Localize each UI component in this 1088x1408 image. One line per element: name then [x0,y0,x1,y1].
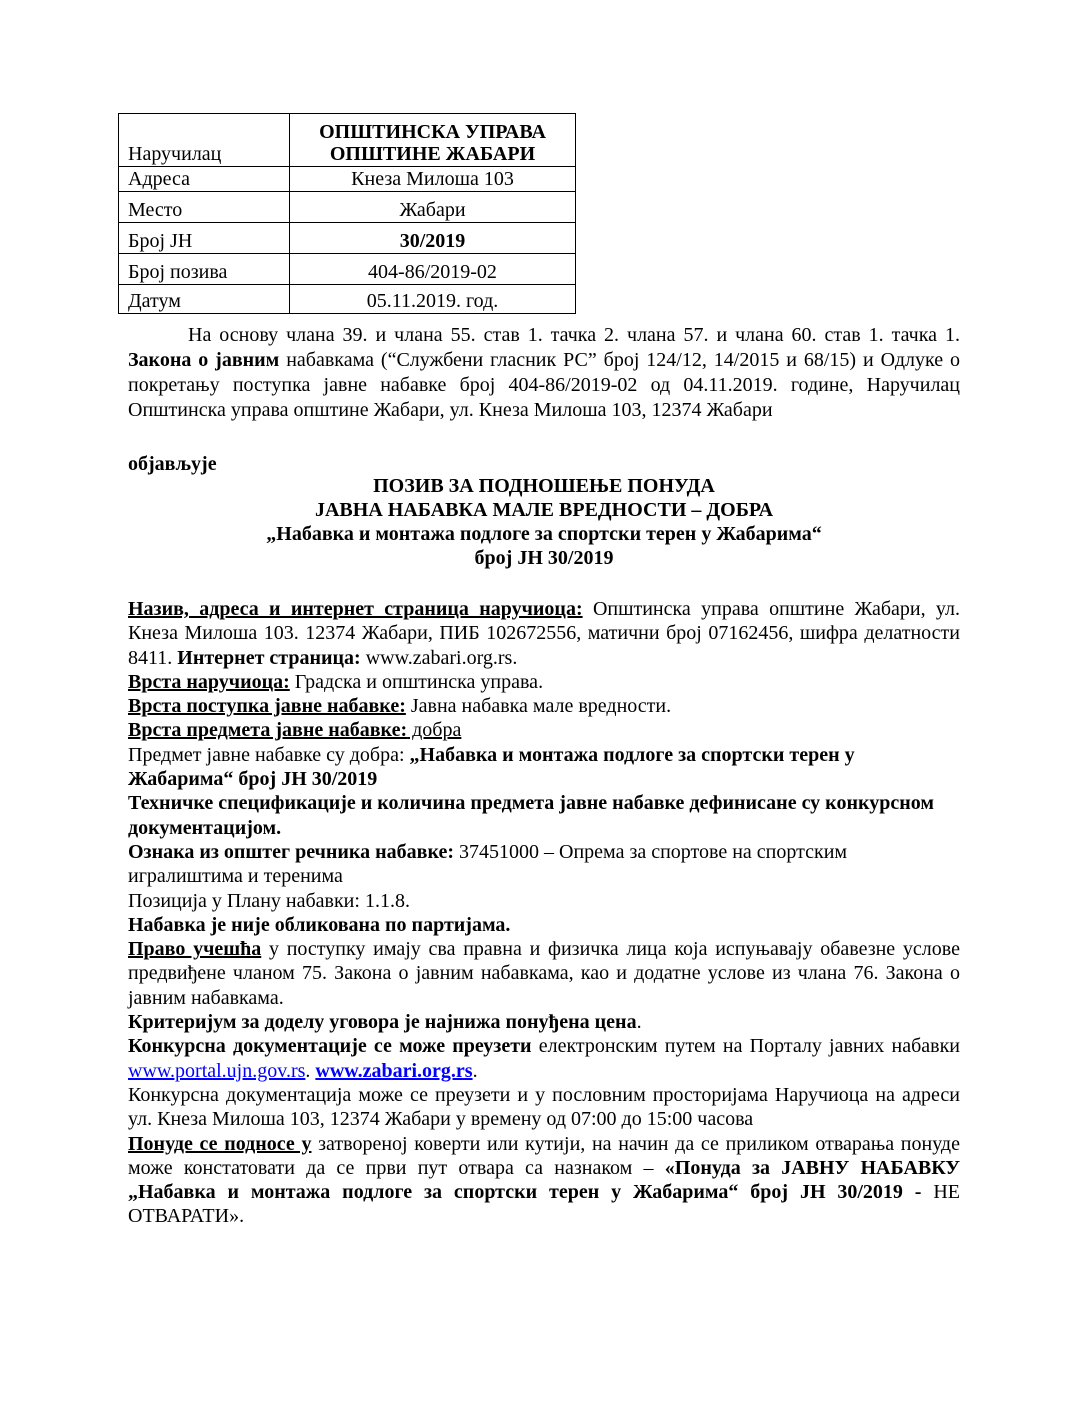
text: НЕ ОТВАРАТИ». [128,1181,960,1228]
label: Врста поступка јавне набавке: [128,695,406,718]
paragraph-subject [128,743,960,792]
table-row [119,285,576,314]
paragraph-documentation [128,1034,960,1083]
label: Врста предмета јавне набавке: [128,719,408,742]
paragraph-subject-type [128,718,960,742]
submission-bold: «Понуда за ЈАВНУ НАБАВКУ „Набавка и монтажа подлоге за спортски терен у Жабарима“ број ЈН 30/2019 - [128,1156,961,1204]
table-row [119,254,576,285]
intro-text-rest: набавкама (“Службени гласник РС” број 124/12, 14/2015 и 68/15) и Одлуке о покретању поступка јавне набавке број 404-86/2019-02 од 04.11.2019. године, Наручилац Општинска управа општине Жабари, ул. Кнеза Милоша 103, 12374 Жабари [128,349,960,421]
row-value: Кнеза Милоша 103 [290,167,576,192]
paragraph-procedure-type [128,694,960,718]
row-label: Број ЈН [119,223,290,254]
paragraph-authority-type [128,670,960,694]
row-value: 05.11.2019. год. [290,285,576,314]
row-label: Датум [119,285,290,314]
contracting-authority-line2: ОПШТИНЕ ЖАБАРИ [329,143,536,165]
text: 37451000 – Опрема за спортове на спортским игралиштима и теренима [128,840,848,888]
paragraph-contracting-authority [128,597,960,670]
text: у поступку имају сва правна и физичка лица која испуњавају обавезне услове предвиђене чланом 75. Закона о јавним набавкама, као и додатне услове из члана 76. Закона о јавним набавкама. [128,938,960,1009]
criterion-bold: Критеријум за доделу уговора је најнижа понуђена цена [128,1011,637,1034]
title-line-3: „Набавка и монтажа подлоге за спортски терен у Жабарима“ [266,523,822,545]
label: Право учешћа [128,938,262,961]
header-info-table [118,113,576,314]
text: Јавна набавка мале вредности. [405,695,672,718]
intro-law-bold: Закона о јавним [128,349,280,371]
announce-word: објављује [128,453,217,475]
label: Врста наручиоца: [128,670,290,693]
label: Интернет страница: [177,646,361,669]
row-value: 30/2019 [290,223,576,254]
text: Општинска управа општине Жабари, ул. Кнеза Милоша 103. 12374 Жабари, ПИБ 102672556, матични број 07162456, шифра делатности 8411. [128,598,961,669]
paragraph-eligibility [128,937,960,1010]
text: . [472,1059,478,1082]
table-row [119,192,576,223]
text: . [305,1059,316,1082]
row-label: Адреса [119,167,290,192]
text: Предмет јавне набавке су добра: [128,743,410,766]
title-line-1: ПОЗИВ ЗА ПОДНОШЕЊЕ ПОНУДА [373,475,715,497]
row-value: Жабари [290,192,576,223]
label: Ознака из општег речника набавке: [128,840,455,863]
row-value: 404-86/2019-02 [290,254,576,285]
text: добра [407,719,462,742]
row-value [290,114,576,167]
table-row [119,223,576,254]
title-line-2: ЈАВНА НАБАВКА МАЛЕ ВРЕДНОСТИ – ДОБРА [314,499,774,521]
text: Градска и општинска управа. [289,670,544,693]
paragraph-pickup: Конкурсна документација може се преузети и у пословним просторијама Наручиоца на адреси ул. Кнеза Милоша 103, 12374 Жабари у времену од 07:00 до 15:00 часова [128,1083,960,1131]
zabari-link[interactable]: www.zabari.org.rs [315,1059,473,1082]
document-body [128,597,960,1229]
portal-link[interactable]: www.portal.ujn.gov.rs [128,1059,306,1082]
paragraph-lots: Набавка је није обликована по партијама. [128,913,511,936]
text: . [636,1011,642,1034]
table-row [119,167,576,192]
paragraph-cpv [128,840,960,889]
row-label: Место [119,192,290,223]
label: Конкурсна документације се може преузети [128,1035,532,1058]
paragraph-submission [128,1132,960,1229]
label: Понуде се подносе у [128,1132,312,1155]
row-label: Број позива [119,254,290,285]
title-line-4: број ЈН 30/2019 [474,547,614,569]
row-label: Наручилац [119,114,290,167]
text: затвореној коверти или кутији, на начин да се приликом отварања понуде може констатовати да се први пут отвара са назнаком – [128,1132,960,1179]
intro-text: На основу члана 39. и члана 55. став 1. тачка 2. члана 57. и члана 60. став 1. тачка 1. [188,324,960,346]
label: Назив, адреса и интернет страница наручиоца: [128,598,583,620]
intro-paragraph [128,323,960,423]
text: www.zabari.org.rs. [360,646,518,669]
paragraph-specifications: Техничке спецификације и количина предмета јавне набавке дефинисане су конкурсном документацијом. [128,792,934,839]
text: електронским путем на Порталу јавних набавки [531,1035,960,1058]
paragraph-criterion [128,1010,960,1034]
document-title [128,474,960,570]
table-row [119,114,576,167]
subject-bold: „Набавка и монтажа подлоге за спортски терен у Жабарима“ број ЈН 30/2019 [128,743,855,791]
contracting-authority-line1: ОПШТИНСКА УПРАВА [319,121,546,143]
paragraph-plan-position: Позиција у Плану набавки: 1.1.8. [128,889,410,912]
